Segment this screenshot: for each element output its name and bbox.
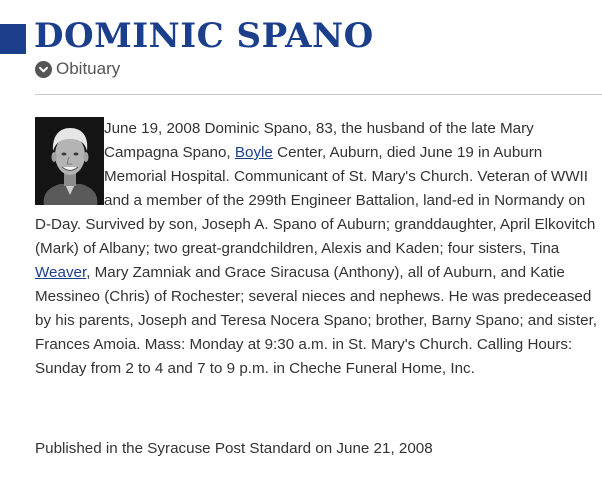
obituary-text-part-1: June 19, 2008 Dominic Spano, 83, the husband of the late Mary Campagna Spano, [104,120,534,161]
boyle-link[interactable]: Boyle [234,144,273,161]
obituary-text-part-2: Center, Auburn, died June 19 in Auburn Memorial Hospital. Communicant of St. Mary's Church. Veteran of WWII and a member of the 299th Engineer Battalion, land-ed in Normandy on D-Day. Survived by son, Joseph A. Spano of Auburn; granddaughter, April Elkovitch (Mark) of Albany; two great-grandchildren, Alexis and Kaden; four sisters, Tina [35,144,596,257]
obituary-text [35,117,601,381]
obituary-text-part-3: , Mary Zamniak and Grace Siracusa (Anthony), all of Auburn, and Katie Messineo (Chris) of Rochester; several nieces and nephews. He was predeceased by his parents, Joseph and Teresa Nocera Spano; brother, Barny Spano; and sister, Frances Amoia. Mass: Monday at 9:30 a.m. in St. Mary's Church. Calling Hours: Sunday from 2 to 4 and 7 to 9 p.m. in Cheche Funeral Home, Inc. [35,264,598,377]
page-title: DOMINIC SPANO [34,16,374,56]
section-label: Obituary [56,59,121,78]
title-accent-bar [0,24,26,54]
weaver-link[interactable]: Weaver [35,264,87,281]
published-note: Published in the Syracuse Post Standard on June 21, 2008 [35,440,433,457]
obituary-section-toggle[interactable] [35,57,120,81]
header-divider [35,94,602,95]
chevron-down-circle-icon [35,61,52,78]
